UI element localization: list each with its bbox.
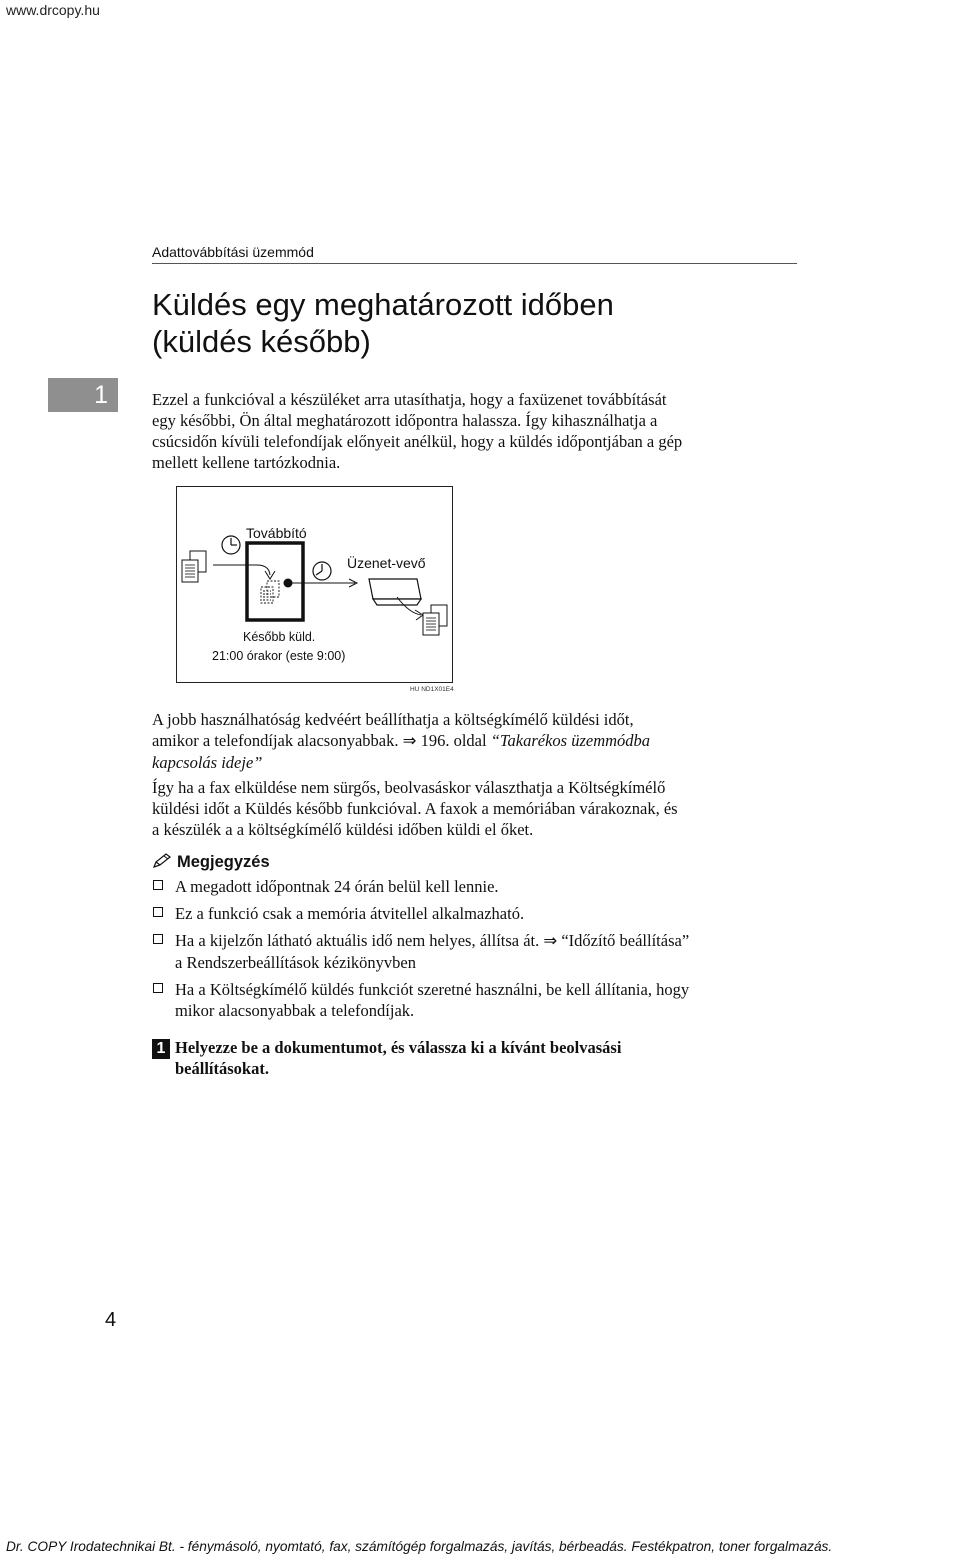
step-text-line: beállításokat.	[175, 1059, 269, 1078]
para3-line: küldési időt a Küldés később funkcióval. A faxok a memóriában várakoznak, és	[152, 799, 678, 818]
page-reference-link[interactable]: 196. oldal	[420, 731, 487, 750]
note-item	[152, 979, 802, 1021]
page-title-line1: Küldés egy meghatározott időben	[152, 287, 614, 322]
sender-machine-icon	[247, 543, 303, 620]
watermark-url: www.drcopy.hu	[6, 2, 100, 18]
sender-label: Továbbító	[246, 525, 307, 541]
note-list	[152, 876, 802, 1027]
reference-arrow-icon: ⇒	[402, 732, 417, 750]
figure-code: HU ND1X01E4	[410, 686, 454, 693]
header-rule	[152, 263, 797, 264]
page-title	[152, 286, 614, 360]
page-title-line2: (küldés később)	[152, 324, 371, 359]
time-label: 21:00 órakor (este 9:00)	[212, 649, 346, 663]
note-item-text: A megadott időpontnak 24 órán belül kell lennie.	[175, 877, 499, 896]
delayed-send-figure	[176, 486, 453, 683]
intro-paragraph	[152, 389, 802, 473]
delayed-label: Később küld.	[243, 630, 316, 644]
section-header: Adattovábbítási üzemmód	[152, 244, 314, 260]
checkbox-square-icon	[153, 934, 163, 944]
checkbox-square-icon	[153, 983, 163, 993]
note-heading	[152, 853, 270, 872]
sender-clock-icon	[222, 536, 240, 554]
note-item-text: Ha a kijelzőn látható aktuális idő nem helyes, állítsa át.	[175, 931, 540, 950]
intro-line: Ezzel a funkcióval a készüléket arra utasíthatja, hogy a faxüzenet továbbítását	[152, 390, 667, 409]
para2-line2: amikor a telefondíjak alacsonyabbak.	[152, 731, 399, 750]
note-heading-label: Megjegyzés	[177, 853, 270, 871]
reference-arrow-icon: ⇒	[543, 932, 558, 950]
intro-line: mellett kellene tartózkodnia.	[152, 453, 341, 472]
chapter-tab: 1	[48, 378, 118, 412]
checkbox-square-icon	[153, 880, 163, 890]
note-item-text: Ha a Költségkímélő küldés funkciót szeretné használni, be kell állítania, hogy	[175, 980, 690, 999]
memory-paragraph	[152, 777, 802, 840]
pencil-icon	[152, 853, 172, 869]
source-documents-icon	[182, 551, 206, 582]
reference-title: “Takarékos üzemmódba	[490, 731, 651, 750]
para3-line: Így ha a fax elküldése nem sürgős, beolvasáskor választhatja a Költségkímélő	[152, 778, 666, 797]
receiver-machine-icon	[369, 579, 421, 605]
timer-settings-reference[interactable]: “Időzítő beállítása”	[561, 931, 690, 950]
usability-paragraph	[152, 709, 802, 773]
step-instruction	[152, 1037, 802, 1079]
checkbox-square-icon	[153, 907, 163, 917]
note-item-text: mikor alacsonyabbak a telefondíjak.	[175, 1001, 415, 1020]
para3-line: a készülék a a költségkímélő küldési időben küldi el őket.	[152, 820, 534, 839]
receiver-clock-icon	[313, 562, 331, 580]
intro-line: egy későbbi, Ön által meghatározott időpontra halassza. Így kihasználhatja a	[152, 411, 658, 430]
footer-advert: Dr. COPY Irodatechnikai Bt. - fénymásoló, nyomtató, fax, számítógép forgalmazás, javítás, bérbeadás. Festékpatron, toner forgalmazás.	[6, 1539, 833, 1554]
note-item	[152, 930, 802, 973]
para2-line1: A jobb használhatóság kedvéért beállíthatja a költségkímélő küldési időt,	[152, 710, 634, 729]
receiver-label: Üzenet-vevő	[347, 555, 426, 571]
received-documents-icon	[423, 605, 447, 635]
intro-line: csúcsidőn kívüli telefondíjak előnyeit anélkül, hogy a küldés időpontjában a gép	[152, 432, 683, 451]
step-text-line: Helyezze be a dokumentumot, és válassza ki a kívánt beolvasási	[175, 1038, 622, 1057]
note-item	[152, 876, 802, 897]
figure-illustration	[177, 487, 452, 682]
reference-title-cont: kapcsolás ideje”	[152, 753, 263, 772]
note-item-text: Ez a funkció csak a memória átvitellel alkalmazható.	[175, 904, 525, 923]
step-number-badge: 1	[152, 1039, 170, 1059]
note-item-text: a Rendszerbeállítások kézikönyvben	[175, 953, 416, 972]
page-number: 4	[105, 1309, 117, 1331]
step-text	[175, 1037, 802, 1079]
note-item	[152, 903, 802, 924]
